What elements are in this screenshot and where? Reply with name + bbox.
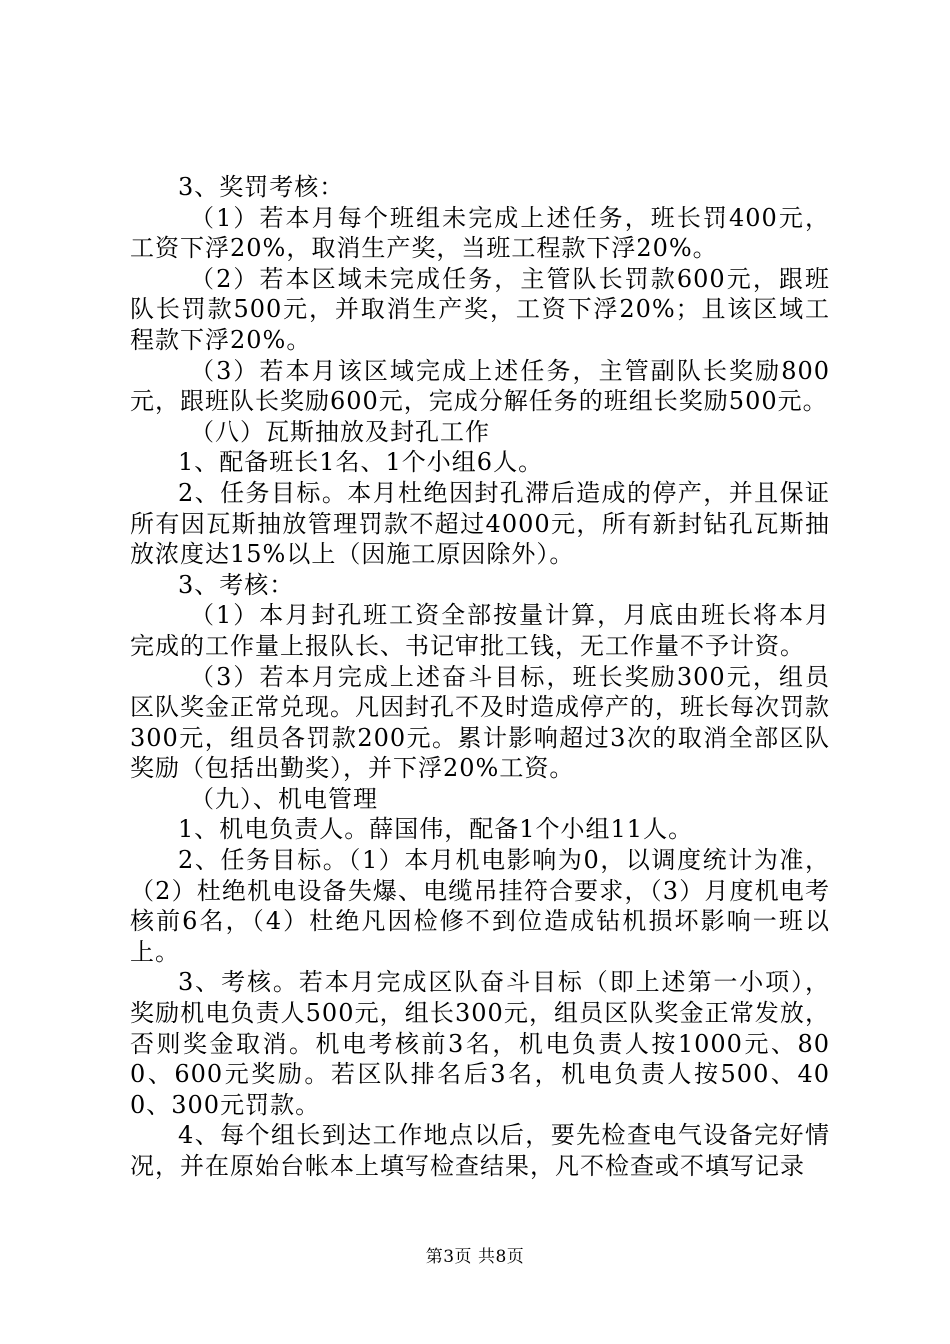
paragraph: 3、奖罚考核：: [178, 173, 345, 201]
paragraph: 3、考核。若本月完成区队奋斗目标（即上述第一小项），奖励机电负责人500元，组长300元，组员区队奖金正常发放，否则奖金取消。机电考核前3名，机电负责人按1000元、800、600元奖励。若区队排名后3名，机电负责人按500、400、300元罚款。: [130, 968, 830, 1119]
paragraph: 1、机电负责人。薛国伟，配备1个小组11人。: [178, 815, 694, 844]
paragraph: （2）若本区域未完成任务，主管队长罚款600元，跟班队长罚款500元，并取消生产奖，工资下浮20%；且该区域工程款下浮20%。: [130, 264, 830, 354]
section-heading: （八）瓦斯抽放及封孔工作: [190, 417, 490, 446]
paragraph: 3、考核：: [178, 570, 295, 599]
paragraph: （3）若本月该区域完成上述任务，主管副队长奖励800元，跟班队长奖励600元，完成分解任务的班组长奖励500元。: [130, 356, 830, 416]
paragraph: 1、配备班长1名、1个小组6人。: [178, 448, 544, 477]
paragraph: （1）本月封孔班工资全部按量计算，月底由班长将本月完成的工作量上报队长、书记审批工钱，无工作量不予计资。: [130, 601, 830, 660]
section-heading: （九）、机电管理: [190, 784, 378, 813]
paragraph: 2、任务目标。（1）本月机电影响为0，以调度统计为准，（2）杜绝机电设备失爆、电缆吊挂符合要求，（3）月度机电考核前6名，（4）杜绝凡因检修不到位造成钻机损坏影响一班以上。: [130, 846, 830, 966]
paragraph: （1）若本月每个班组未完成上述任务，班长罚400元，工资下浮20%，取消生产奖，当班工程款下浮20%。: [130, 203, 830, 263]
paragraph: （3）若本月完成上述奋斗目标，班长奖励300元，组员区队奖金正常兑现。凡因封孔不及时造成停产的，班长每次罚款300元，组员各罚款200元。累计影响超过3次的取消全部区队奖励（包括出勤奖），并下浮20%工资。: [130, 662, 830, 783]
page-number-footer: 第3页 共8页: [425, 1247, 525, 1267]
paragraph: 2、任务目标。本月杜绝因封孔滞后造成的停产，并且保证所有因瓦斯抽放管理罚款不超过4000元，所有新封钻孔瓦斯抽放浓度达15%以上（因施工原因除外）。: [130, 478, 830, 569]
paragraph: 4、每个组长到达工作地点以后，要先检查电气设备完好情况，并在原始台帐本上填写检查结果，凡不检查或不填写记录: [130, 1121, 830, 1180]
document-body: [130, 172, 830, 1182]
